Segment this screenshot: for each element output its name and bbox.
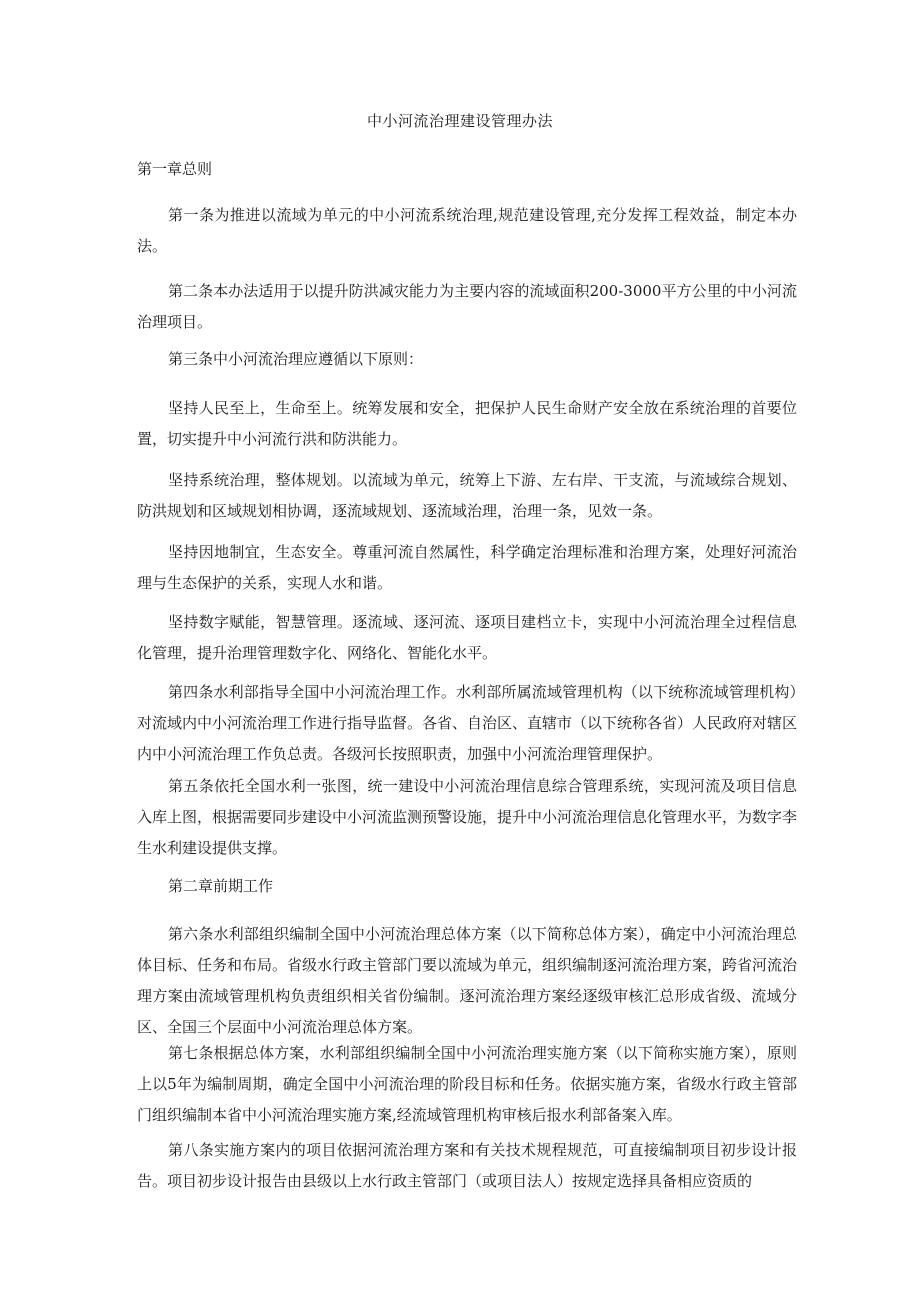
article-6: 第六条水利部组织编制全国中小河流治理总体方案（以下简称总体方案），确定中小河流治理总体目标、任务和布局。省级水行政主管部门要以流域为单元，组织编制逐河流治理方案，跨省河流治理方案由流域管理机构负责组织相关省份编制。逐河流治理方案经逐级审核汇总形成省级、流域分区、全国三个层面中小河流治理总体方案。 (137, 925, 798, 1036)
principle-2: 坚持系统治理，整体规划。以流域为单元，统筹上下游、左右岸、干支流，与流域综合规划、防洪规划和区域规划相协调，逐流域规划、逐流域治理，治理一条，见效一条。 (137, 471, 797, 520)
article-4: 第四条水利部指导全国中小河流治理工作。水利部所属流域管理机构（以下统称流域管理机构）对流域内中小河流治理工作进行指导监督。各省、自治区、直辖市（以下统称各省）人民政府对辖区内中小河流治理工作负总责。各级河长按照职责，加强中小河流治理管理保护。 (137, 683, 798, 763)
principle-1: 坚持人民至上，生命至上。统筹发展和安全，把保护人民生命财产安全放在系统治理的首要位置，切实提升中小河流行洪和防洪能力。 (137, 399, 797, 448)
article-8: 第八条实施方案内的项目依据河流治理方案和有关技术规程规范，可直接编制项目初步设计报告。项目初步设计报告由县级以上水行政主管部门（或项目法人）按规定选择具备相应资质的 (137, 1141, 797, 1190)
article-3: 第三条中小河流治理应遵循以下原则： (168, 350, 424, 368)
chapter-heading-2: 第二章前期工作 (168, 877, 274, 895)
article-7: 第七条根据总体方案，水利部组织编制全国中小河流治理实施方案（以下简称实施方案），原则上以5年为编制周期，确定全国中小河流治理的阶段目标和任务。依据实施方案，省级水行政主管部门组织编制本省中小河流治理实施方案,经流域管理机构审核后报水利部备案入库。 (137, 1044, 797, 1124)
article-5: 第五条依托全国水利一张图，统一建设中小河流治理信息综合管理系统，实现河流及项目信息入库上图，根据需要同步建设中小河流监测预警设施，提升中小河流治理信息化管理水平，为数字李生水利建设提供支撑。 (137, 777, 798, 857)
article-1: 第一条为推进以流域为单元的中小河流系统治理,规范建设管理,充分发挥工程效益，制定本办法。 (137, 206, 797, 255)
article-2: 第二条本办法适用于以提升防洪减灾能力为主要内容的流域面积200-3000平方公里的中小河流治理项目。 (137, 282, 797, 331)
principle-3: 坚持因地制宜，生态安全。尊重河流自然属性，科学确定治理标准和治理方案，处理好河流治理与生态保护的关系，实现人水和谐。 (137, 543, 797, 592)
principle-4: 坚持数字赋能，智慧管理。逐流域、逐河流、逐项目建档立卡，实现中小河流治理全过程信息化管理，提升治理管理数字化、网络化、智能化水平。 (137, 613, 797, 662)
chapter-heading-1: 第一章总则 (137, 160, 213, 178)
document-title: 中小河流治理建设管理办法 (366, 112, 553, 130)
